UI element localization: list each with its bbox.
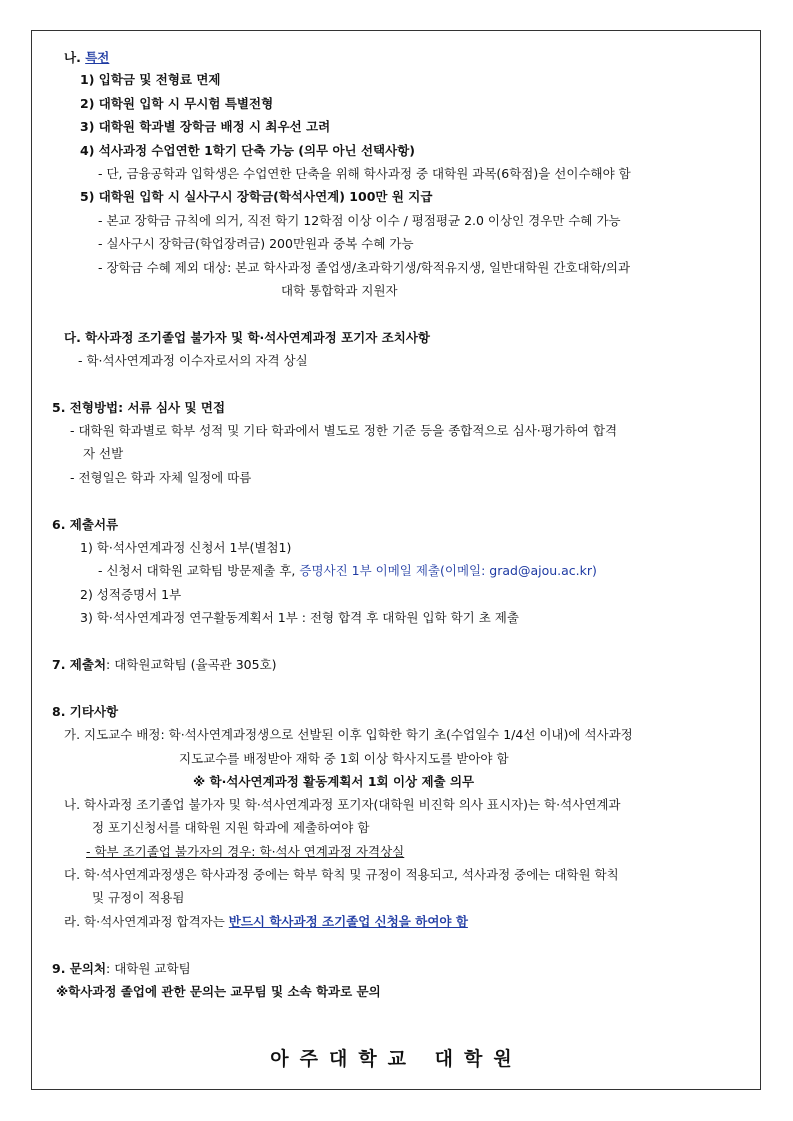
benefit-item-5-note-3-cont: 대학 통합학과 지원자 — [281, 283, 398, 298]
section-5-line-1-cont: 자 선발 — [83, 446, 124, 461]
footer-text: 아주대학교 대학원 — [270, 1048, 523, 1070]
misc-da-line-2: 및 규정이 적용됨 — [92, 890, 185, 905]
section-8-title: 8. 기타사항 — [52, 704, 119, 719]
doc-item-1: 1) 학·석사연계과정 신청서 1부(별첨1) — [80, 540, 292, 555]
section-9-note: ※학사과정 졸업에 관한 문의는 교무팀 및 소속 학과로 문의 — [56, 984, 381, 999]
benefit-item-1: 1) 입학금 및 전형료 면제 — [80, 72, 221, 87]
misc-ga-line-2: 지도교수를 배정받아 재학 중 1회 이상 학사지도를 받아야 함 — [179, 751, 509, 766]
benefits-link[interactable]: 특전 — [85, 50, 110, 65]
misc-da-line-1: 다. 학·석사연계과정생은 학사과정 중에는 학부 학칙 및 규정이 적용되고, 석사과정 중에는 대학원 학칙 — [64, 867, 619, 882]
section-7-label: 7. 제출처 — [52, 657, 107, 672]
section-5-line-2: - 전형일은 학과 자체 일정에 따름 — [70, 470, 252, 485]
early-graduation-link[interactable]: 반드시 학사과정 조기졸업 신청을 하여야 함 — [228, 914, 468, 929]
doc-item-1-note: - 신청서 대학원 교학팀 방문제출 후, 증명사진 1부 이메일 제출(이메일: grad@ajou.ac.kr) — [98, 563, 597, 578]
benefit-item-4: 4) 석사과정 수업연한 1학기 단축 가능 (의무 아닌 선택사항) — [80, 143, 415, 158]
university-graduate-school-footer — [0, 1044, 793, 1071]
doc-item-3: 3) 학·석사연계과정 연구활동계획서 1부 : 전형 합격 후 대학원 입학 학기 초 제출 — [80, 610, 519, 625]
section-measures-title: 다. 학사과정 조기졸업 불가자 및 학·석사연계과정 포기자 조치사항 — [64, 330, 430, 345]
benefit-item-5-note-2: - 실사구시 장학금(학업장려금) 200만원과 중복 수혜 가능 — [98, 236, 414, 251]
section-6-title: 6. 제출서류 — [52, 517, 119, 532]
section-9 — [52, 961, 191, 977]
section-5-title: 5. 전형방법: 서류 심사 및 면접 — [52, 400, 226, 415]
benefit-item-4-note: - 단, 금융공학과 입학생은 수업연한 단축을 위해 학사과정 중 대학원 과목(6학점)을 선이수해야 함 — [98, 166, 631, 181]
section-7 — [52, 657, 277, 673]
section-measures-note: - 학·석사연계과정 이수자로서의 자격 상실 — [78, 353, 308, 368]
section-9-label: 9. 문의처 — [52, 961, 107, 976]
section-benefits-title: 나. 특전 — [64, 50, 110, 65]
section-9-value: : 대학원 교학팀 — [106, 961, 191, 976]
misc-ga-line-1: 가. 지도교수 배정: 학·석사연계과정생으로 선발된 이후 입학한 학기 초(수업일수 1/4선 이내)에 석사과정 — [64, 727, 633, 742]
misc-na-line-1: 나. 학사과정 조기졸업 불가자 및 학·석사연계과정 포기자(대학원 비진학 의사 표시자)는 학·석사연계과 — [64, 797, 621, 812]
misc-ga-note: ※ 학·석사연계과정 활동계획서 1회 이상 제출 의무 — [193, 774, 475, 789]
misc-na-note: - 학부 조기졸업 불가자의 경우: 학·석사 연계과정 자격상실 — [86, 844, 405, 859]
section-7-value: : 대학원교학팀 (율곡관 305호) — [106, 657, 277, 672]
section-5-line-1: - 대학원 학과별로 학부 성적 및 기타 학과에서 별도로 정한 기준 등을 종합적으로 심사·평가하여 합격 — [70, 423, 618, 438]
benefit-item-5-note-1: - 본교 장학금 규칙에 의거, 직전 학기 12학점 이상 이수 / 평점평균 2.0 이상인 경우만 수혜 가능 — [98, 213, 621, 228]
misc-na-line-2: 정 포기신청서를 대학원 지원 학과에 제출하여야 함 — [92, 820, 370, 835]
benefit-item-3: 3) 대학원 학과별 장학금 배정 시 최우선 고려 — [80, 119, 331, 134]
doc-item-2: 2) 성적증명서 1부 — [80, 587, 182, 602]
contact-email[interactable]: (이메일: grad@ajou.ac.kr) — [440, 563, 597, 578]
photo-email-requirement: 증명사진 1부 이메일 제출 — [299, 563, 440, 578]
benefit-item-2: 2) 대학원 입학 시 무시험 특별전형 — [80, 96, 274, 111]
benefit-item-5: 5) 대학원 입학 시 실사구시 장학금(학석사연계) 100만 원 지급 — [80, 189, 433, 204]
benefit-item-5-note-3: - 장학금 수혜 제외 대상: 본교 학사과정 졸업생/초과학기생/학적유지생, 일반대학원 간호대학/의과 — [98, 260, 631, 275]
misc-ra-line: 라. 학·석사연계과정 합격자는 반드시 학사과정 조기졸업 신청을 하여야 함 — [64, 914, 468, 929]
